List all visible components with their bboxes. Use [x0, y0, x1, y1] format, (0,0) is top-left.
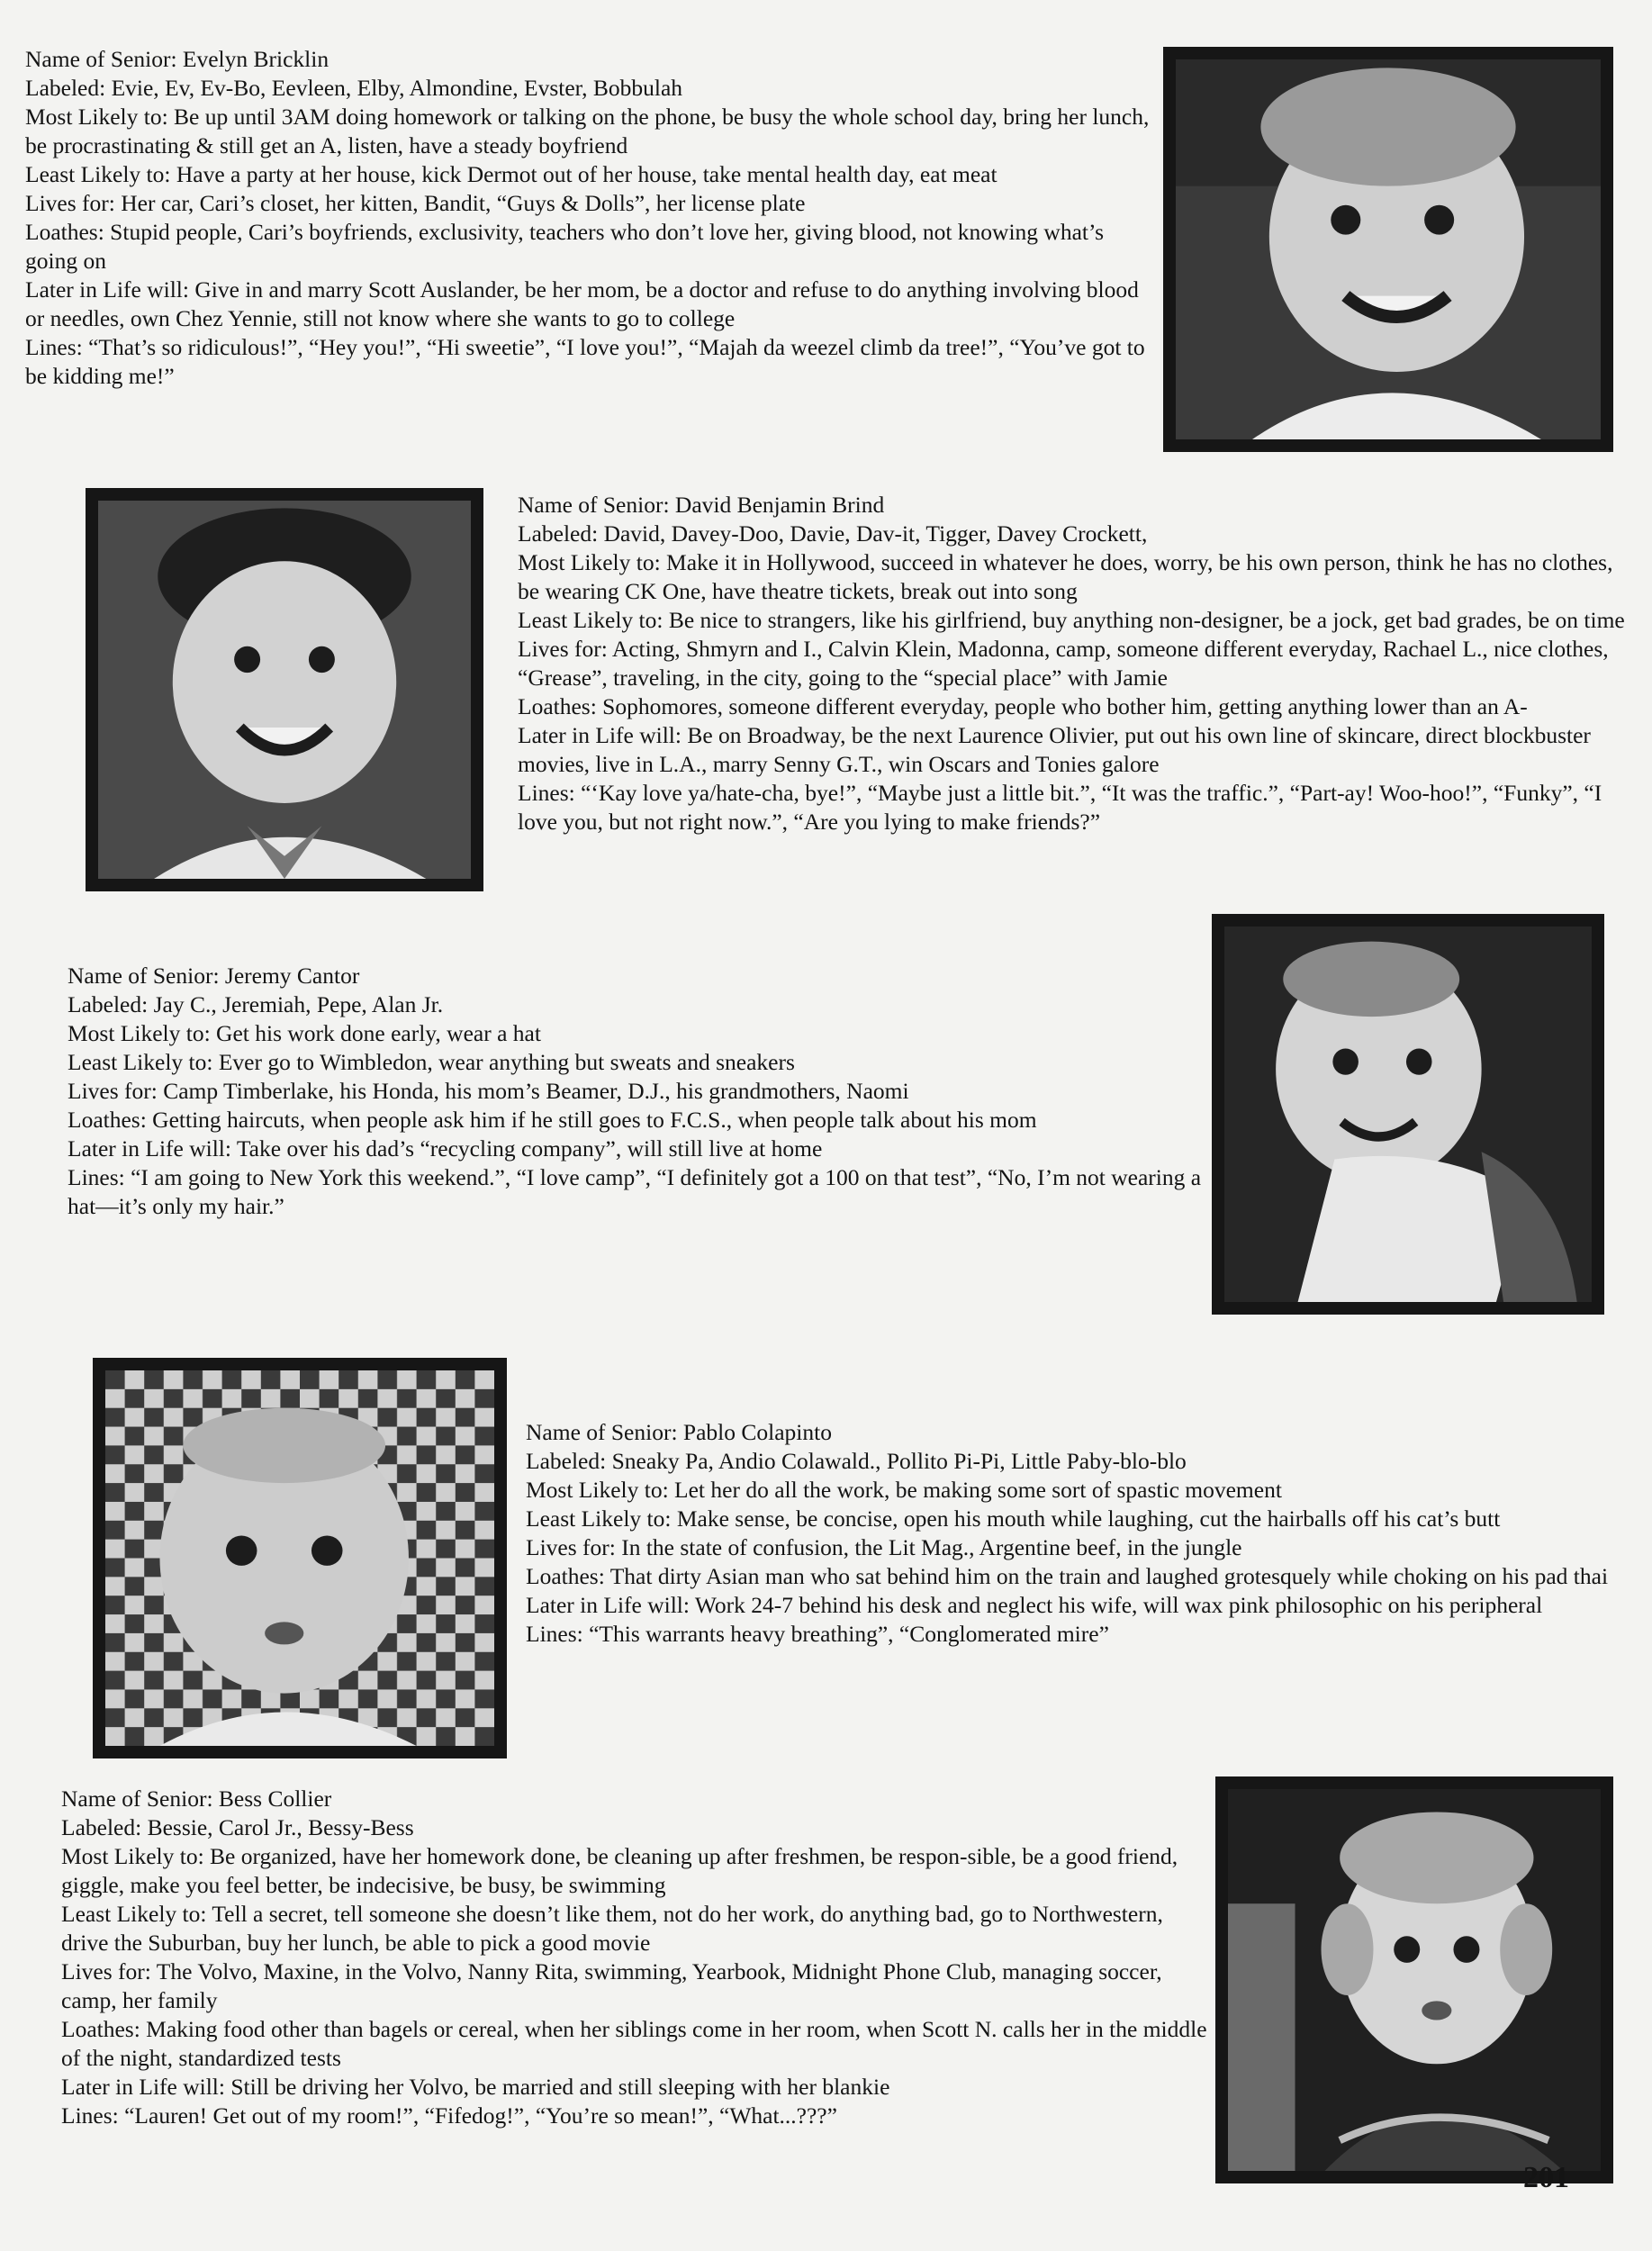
senior-loathes: Loathes: That dirty Asian man who sat behind him on the train and laughed grotesquely while choking on his pad thai: [526, 1563, 1609, 1589]
senior-labeled: Labeled: Sneaky Pa, Andio Colawald., Pollito Pi-Pi, Little Paby-blo-blo: [526, 1448, 1187, 1474]
senior-entry-colapinto: [526, 1418, 1638, 1649]
senior-entry-collier: [61, 1785, 1209, 2130]
senior-lines: Lines: “I am going to New York this weekend.”, “I love camp”, “I definitely got a 100 on that test”, “No, I’m not wearing a hat—it’s only my hair.”: [68, 1164, 1202, 1219]
baby-photo-cantor: [1212, 914, 1604, 1315]
baby-photo-bricklin: [1163, 47, 1613, 452]
baby-photo-colapinto: [93, 1358, 507, 1758]
page-number: 201: [1523, 2161, 1569, 2194]
senior-most-likely: Most Likely to: Be organized, have her homework done, be cleaning up after freshmen, be respon-sible, be a good friend, giggle, make you feel better, be indecisive, be busy, be swimming: [61, 1843, 1178, 1898]
senior-entry-brind: [518, 491, 1634, 836]
senior-most-likely: Most Likely to: Let her do all the work, be making some sort of spastic movement: [526, 1477, 1282, 1503]
senior-later-in-life: Later in Life will: Give in and marry Scott Auslander, be her mom, be a doctor and refuse to do anything involving blood or needles, own Chez Yennie, still not know where she wants to go to college: [25, 276, 1139, 331]
senior-most-likely: Most Likely to: Get his work done early, wear a hat: [68, 1020, 541, 1046]
senior-lives-for: Lives for: Camp Timberlake, his Honda, his mom’s Beamer, D.J., his grandmothers, Naomi: [68, 1078, 909, 1104]
senior-lives-for: Lives for: The Volvo, Maxine, in the Volvo, Nanny Rita, swimming, Yearbook, Midnight Phone Club, managing soccer, camp, her family: [61, 1958, 1162, 2013]
senior-labeled: Labeled: David, Davey-Doo, Davie, Dav-it, Tigger, Davey Crockett,: [518, 520, 1148, 547]
senior-loathes: Loathes: Stupid people, Cari’s boyfriends, exclusivity, teachers who don’t love her, giving blood, not knowing what’s going on: [25, 219, 1105, 274]
senior-later-in-life: Later in Life will: Take over his dad’s “recycling company”, will still live at home: [68, 1135, 823, 1162]
baby-photo-brind: [86, 488, 483, 891]
senior-lines: Lines: “That’s so ridiculous!”, “Hey you!”, “Hi sweetie”, “I love you!”, “Majah da weezel climb da tree!”, “You’ve got to be kidding me!”: [25, 334, 1145, 389]
senior-least-likely: Least Likely to: Make sense, be concise, open his mouth while laughing, cut the hairballs off his cat’s butt: [526, 1505, 1501, 1532]
senior-lines: Lines: “This warrants heavy breathing”, “Conglomerated mire”: [526, 1621, 1109, 1647]
senior-later-in-life: Later in Life will: Be on Broadway, be the next Laurence Olivier, put out his own line of skincare, direct blockbuster movies, live in L.A., marry Senny G.T., win Oscars and Tonies galore: [518, 722, 1591, 777]
senior-most-likely: Most Likely to: Make it in Hollywood, succeed in whatever he does, worry, be his own person, think he has no clothes, be wearing CK One, have theatre tickets, break out into song: [518, 549, 1613, 604]
senior-least-likely: Least Likely to: Be nice to strangers, like his girlfriend, buy anything non-designer, be a jock, get bad grades, be on time: [518, 607, 1625, 633]
senior-lives-for: Lives for: In the state of confusion, the Lit Mag., Argentine beef, in the jungle: [526, 1534, 1242, 1560]
senior-labeled: Labeled: Evie, Ev, Ev-Bo, Eevleen, Elby, Almondine, Evster, Bobbulah: [25, 75, 683, 101]
senior-loathes: Loathes: Getting haircuts, when people ask him if he still goes to F.C.S., when people talk about his mom: [68, 1107, 1037, 1133]
senior-labeled: Labeled: Bessie, Carol Jr., Bessy-Bess: [61, 1814, 414, 1840]
senior-later-in-life: Later in Life will: Still be driving her Volvo, be married and still sleeping with her blankie: [61, 2074, 890, 2100]
senior-least-likely: Least Likely to: Tell a secret, tell someone she doesn’t like them, not do her work, do anything bad, go to Northwestern, drive the Suburban, buy her lunch, be able to pick a good movie: [61, 1901, 1163, 1956]
senior-entry-bricklin: [25, 45, 1155, 391]
baby-photo-collier: [1215, 1776, 1613, 2183]
senior-later-in-life: Later in Life will: Work 24-7 behind his desk and neglect his wife, will wax pink philosophic on his peripheral: [526, 1592, 1543, 1618]
senior-name: Name of Senior: Jeremy Cantor: [68, 963, 360, 989]
senior-loathes: Loathes: Sophomores, someone different everyday, people who bother him, getting anything lower than an A-: [518, 693, 1528, 719]
senior-name: Name of Senior: David Benjamin Brind: [518, 492, 885, 518]
senior-name: Name of Senior: Evelyn Bricklin: [25, 46, 329, 72]
senior-lines: Lines: “Lauren! Get out of my room!”, “Fifedog!”, “You’re so mean!”, “What...???”: [61, 2102, 837, 2129]
senior-least-likely: Least Likely to: Have a party at her house, kick Dermot out of her house, take mental health day, eat meat: [25, 161, 998, 187]
senior-lives-for: Lives for: Her car, Cari’s closet, her kitten, Bandit, “Guys & Dolls”, her license plate: [25, 190, 806, 216]
senior-loathes: Loathes: Making food other than bagels or cereal, when her siblings come in her room, when Scott N. calls her in the middle of the night, standardized tests: [61, 2016, 1207, 2071]
senior-most-likely: Most Likely to: Be up until 3AM doing homework or talking on the phone, be busy the whole school day, bring her lunch, be procrastinating & still get an A, listen, have a steady boyfriend: [25, 104, 1150, 158]
senior-lives-for: Lives for: Acting, Shmyrn and I., Calvin Klein, Madonna, camp, someone different everyday, Rachael L., nice clothes, “Grease”, traveling, in the city, going to the “special place” with Jamie: [518, 636, 1609, 691]
senior-entry-cantor: [68, 962, 1206, 1221]
senior-name: Name of Senior: Bess Collier: [61, 1785, 332, 1812]
senior-labeled: Labeled: Jay C., Jeremiah, Pepe, Alan Jr.: [68, 991, 444, 1017]
senior-lines: Lines: “‘Kay love ya/hate-cha, bye!”, “Maybe just a little bit.”, “It was the traffic.”, “Part-ay! Woo-hoo!”, “Funky”, “I love you, but not right now.”, “Are you lying to make friends?”: [518, 780, 1602, 835]
senior-least-likely: Least Likely to: Ever go to Wimbledon, wear anything but sweats and sneakers: [68, 1049, 795, 1075]
senior-name: Name of Senior: Pablo Colapinto: [526, 1419, 832, 1445]
